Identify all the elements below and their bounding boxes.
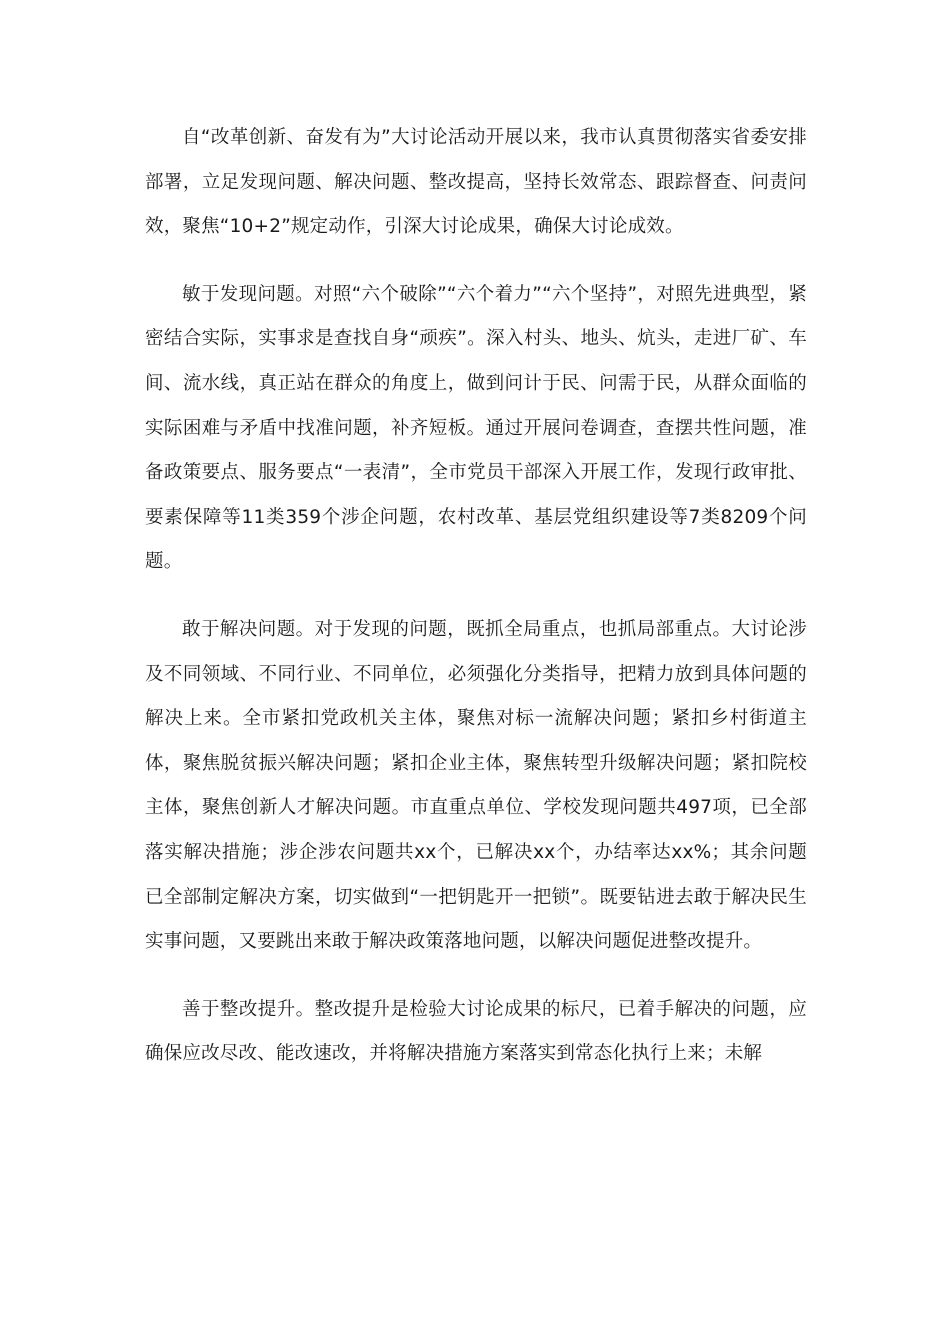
paragraph-solve-problems: 敢于解决问题。对于发现的问题，既抓全局重点，也抓局部重点。大讨论涉及不同领域、不同行业、不同单位，必须强化分类指导，把精力放到具体问题的解决上来。全市紧扣党政机关主体，聚焦对标一流解决问题；紧扣乡村街道主体，聚焦脱贫振兴解决问题；紧扣企业主体，聚焦转型升级解决问题；紧扣院校主体，聚焦创新人才解决问题。市直重点单位、学校发现问题共497项，已全部落实解决措施；涉企涉农问题共xx个，已解决xx个，办结率达xx%；其余问题已全部制定解决方案，切实做到“一把钥匙开一把锁”。既要钻进去敢于解决民生实事问题，又要跳出来敢于解决政策落地问题，以解决问题促进整改提升。 [145, 618, 807, 953]
paragraph-intro: 自“改革创新、奋发有为”大讨论活动开展以来，我市认真贯彻落实省委安排部署，立足发现问题、解决问题、整改提高，坚持长效常态、跟踪督查、问责问效，聚焦“10+2”规定动作，引深大讨论成果，确保大讨论成效。 [145, 127, 807, 238]
paragraph-discover-problems: 敏于发现问题。对照“六个破除”“六个着力”“六个坚持”，对照先进典型，紧密结合实际，实事求是查找自身“顽疾”。深入村头、地头、炕头，走进厂矿、车间、流水线，真正站在群众的角度上，做到问计于民、问需于民，从群众面临的实际困难与矛盾中找准问题，补齐短板。通过开展问卷调查，查摆共性问题，准备政策要点、服务要点“一表清”，全市党员干部深入开展工作，发现行政审批、要素保障等11类359个涉企问题，农村改革、基层党组织建设等7类8209个问题。 [145, 283, 807, 573]
document-body [145, 116, 807, 1100]
paragraph-rectify-improve: 善于整改提升。整改提升是检验大讨论成果的标尺，已着手解决的问题，应确保应改尽改、能改速改，并将解决措施方案落实到常态化执行上来；未解 [145, 998, 807, 1065]
